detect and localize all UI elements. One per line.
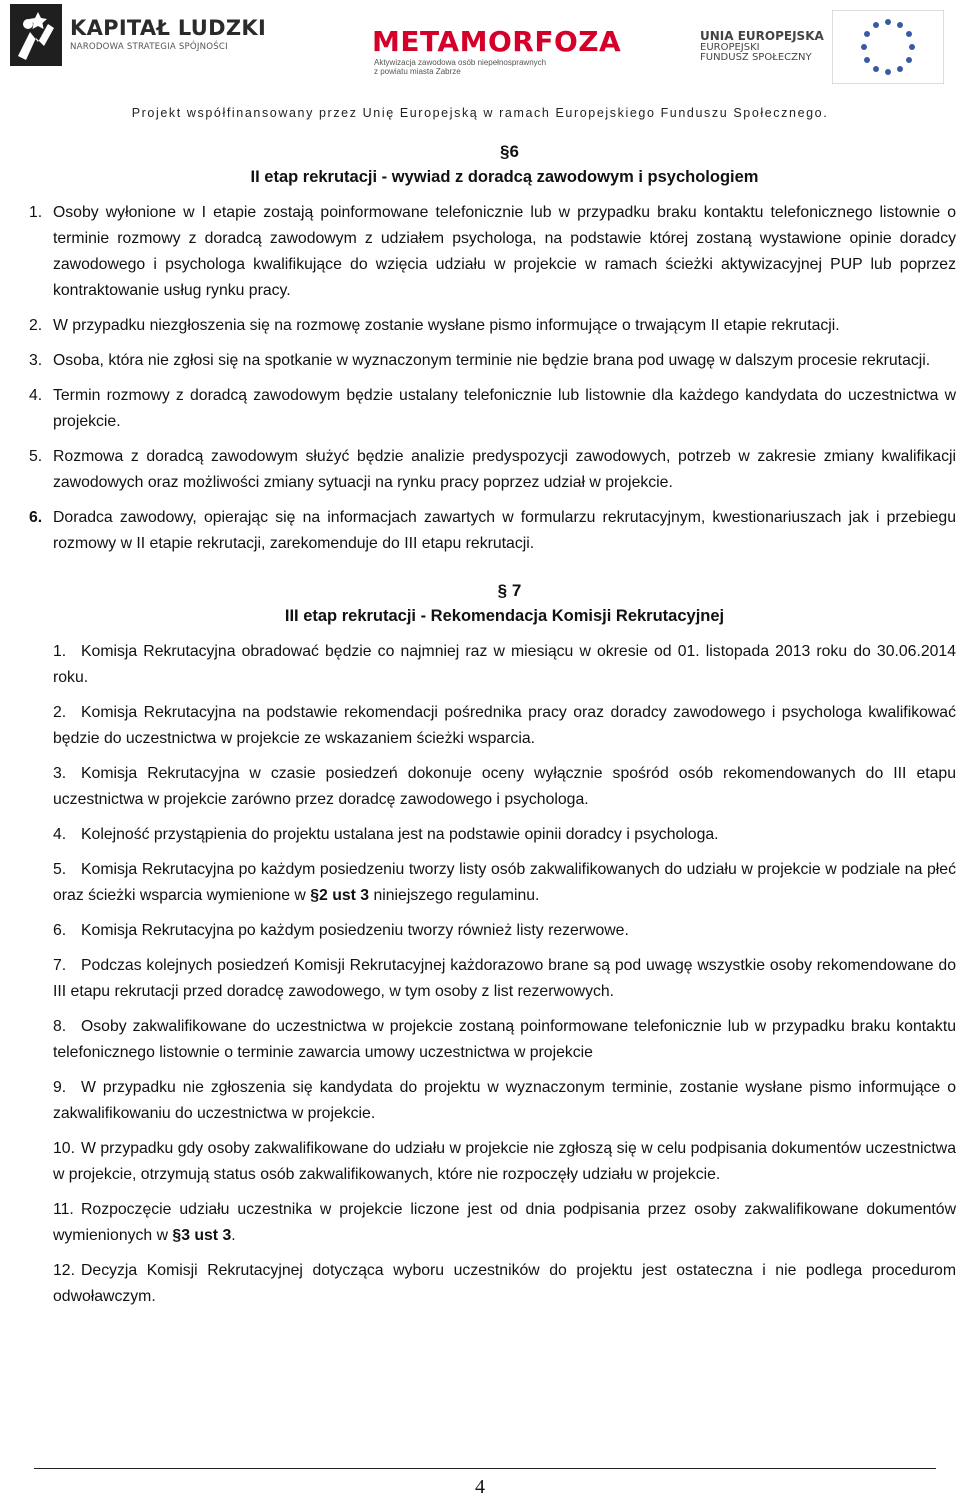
section-6-item-4 xyxy=(29,383,956,435)
item-text-part: Rozpoczęcie udziału uczestnika w projekcie liczone jest od dnia podpisania przez osoby zakwalifikowane dokumentów wymienionych w xyxy=(53,1201,956,1244)
item-text-part: . xyxy=(231,1227,236,1244)
section-7-item-10 xyxy=(53,1136,956,1188)
metamorfoza-subtitle xyxy=(374,58,546,76)
section-7-number: § 7 xyxy=(497,581,522,600)
kl-subtitle: NARODOWA STRATEGIA SPÓJNOŚCI xyxy=(70,42,228,53)
section-7-item-4 xyxy=(53,822,956,848)
section-6-title: II etap rekrutacji - wywiad z doradcą zawodowym i psychologiem xyxy=(250,168,759,186)
section-7-item-7 xyxy=(53,953,956,1005)
eu-flag-icon xyxy=(832,10,944,84)
footer-divider xyxy=(34,1468,936,1469)
section-7-item-3 xyxy=(53,761,956,813)
item-text xyxy=(53,857,956,909)
eu-logo xyxy=(700,10,944,84)
item-text: W przypadku nie zgłoszenia się kandydata do projektu w wyznaczonym terminie, zostanie wysłane pismo informujące o zakwalifikowaniu do uczestnictwa w projekcie. xyxy=(53,1079,956,1122)
kl-title: KAPITAŁ LUDZKI xyxy=(70,16,267,41)
section-7-item-6 xyxy=(53,918,956,944)
item-number: 1. xyxy=(29,204,43,221)
cofinancing-tagline: Projekt współfinansowany przez Unię Europejską w ramach Europejskiego Funduszu Społecznego. xyxy=(131,106,829,120)
section-6-item-5 xyxy=(29,444,956,496)
item-number: 9. xyxy=(53,1079,67,1096)
page-number: 4 xyxy=(475,1476,485,1498)
item-number: 10. xyxy=(53,1140,75,1157)
item-text: Komisja Rekrutacyjna w czasie posiedzeń dokonuje oceny wyłącznie spośród osób rekomendowanych do III etapu uczestnictwa w projekcie zarówno przez doradcę zawodowego i psychologa. xyxy=(53,765,956,808)
item-number: 4. xyxy=(53,826,67,843)
item-number: 3. xyxy=(29,352,43,369)
item-text: Komisja Rekrutacyjna obradować będzie co najmniej raz w miesiącu w okresie od 01. listopada 2013 roku do 30.06.2014 roku. xyxy=(53,643,956,686)
section-7-item-8 xyxy=(53,1014,956,1066)
eu-title: UNIA EUROPEJSKA xyxy=(700,29,824,44)
section-7-item-5 xyxy=(53,857,956,909)
item-text-part: Komisja Rekrutacyjna po każdym posiedzeniu tworzy listy osób zakwalifikowanych do udziału w projekcie w podziale na płeć oraz ścieżki wsparcia wymienione w xyxy=(53,861,956,904)
eu-subtitle-2: FUNDUSZ SPOŁECZNY xyxy=(700,52,812,64)
metamorfoza-subtitle-line1: Aktywizacja zawodowa osób niepełnosprawnych xyxy=(374,58,547,67)
section-6-item-6 xyxy=(29,505,956,557)
item-reference: §3 ust 3 xyxy=(172,1227,232,1244)
section-7-title: III etap rekrutacji - Rekomendacja Komisji Rekrutacyjnej xyxy=(284,607,725,625)
item-text: Podczas kolejnych posiedzeń Komisji Rekrutacyjnej każdorazowo brane są pod uwagę wszystkie osoby rekomendowane do III etapu rekrutacji przed doradcę zawodowego, w tym osoby z list rezerwowych. xyxy=(53,957,956,1000)
item-text-part: niniejszego regulaminu. xyxy=(369,887,540,904)
item-number: 5. xyxy=(53,861,67,878)
item-text: Osoby wyłonione w I etapie zostają poinformowane telefonicznie lub w przypadku braku kontaktu telefonicznego listownie o terminie rozmowy z doradcą zawodowym z udziałem psychologa, na podstawie której zostaną wystawione opinie doradcy zawodowego i psychologa kwalifikujące do wzięcia udziału w projekcie w ramach ścieżki aktywizacyjnej PUP lub poprzez kontraktowanie usług rynku pracy. xyxy=(53,204,956,299)
item-text: Termin rozmowy z doradcą zawodowym będzie ustalany telefonicznie lub listownie dla każdego kandydata do uczestnictwa w projekcie. xyxy=(53,387,956,430)
item-reference: §2 ust 3 xyxy=(310,887,370,904)
metamorfoza-subtitle-line2: z powiatu miasta Zabrze xyxy=(374,67,461,77)
metamorfoza-title: METAMORFOZA xyxy=(372,25,622,58)
kapital-ludzki-mark-icon xyxy=(8,2,64,68)
item-text: Komisja Rekrutacyjna po każdym posiedzeniu tworzy również listy rezerwowe. xyxy=(81,922,629,939)
metamorfoza-logo xyxy=(372,25,622,77)
item-number: 7. xyxy=(53,957,67,974)
item-text: Osoby zakwalifikowane do uczestnictwa w projekcie zostaną poinformowane telefonicznie lub w przypadku braku kontaktu telefonicznego listownie o terminie zawarcia umowy uczestnictwa w projekcie xyxy=(53,1018,956,1061)
section-7-item-2 xyxy=(53,700,956,752)
section-6-item-2 xyxy=(29,313,956,339)
item-text: W przypadku gdy osoby zakwalifikowane do udziału w projekcie nie zgłoszą się w celu podpisania dokumentów uczestnictwa w projekcie, otrzymują status osób zakwalifikowanych, które nie rozpoczęły udziału w projekcie. xyxy=(53,1140,956,1183)
section-7-item-11 xyxy=(53,1197,956,1249)
item-number: 3. xyxy=(53,765,67,782)
section-6-number: §6 xyxy=(500,142,519,161)
item-number: 12. xyxy=(53,1262,75,1279)
item-number: 2. xyxy=(53,704,67,721)
item-number: 6. xyxy=(29,509,43,526)
item-number: 1. xyxy=(53,643,67,660)
item-number: 2. xyxy=(29,317,43,334)
item-text: Rozmowa z doradcą zawodowym służyć będzie analizie predyspozycji zawodowych, potrzeb w zakresie zmiany kwalifikacji zawodowych oraz możliwości zmiany sytuacji na rynku pracy poprzez udział w projekcie. xyxy=(53,448,956,491)
section-7-item-9 xyxy=(53,1075,956,1127)
item-text: Decyzja Komisji Rekrutacyjnej dotycząca wyboru uczestników do projektu jest ostateczna i nie podlega procedurom odwoławczym. xyxy=(53,1262,956,1305)
item-number: 8. xyxy=(53,1018,67,1035)
kapital-ludzki-logo xyxy=(8,2,266,68)
section-6-item-1 xyxy=(29,200,956,304)
document-body xyxy=(29,140,956,1319)
page-header xyxy=(0,0,960,124)
item-text: Komisja Rekrutacyjna na podstawie rekomendacji pośrednika pracy oraz doradcy zawodowego i psychologa kwalifikować będzie do uczestnictwa w projekcie ze wskazaniem ścieżki wsparcia. xyxy=(53,704,956,747)
item-number: 4. xyxy=(29,387,43,404)
item-text: W przypadku niezgłoszenia się na rozmowę zostanie wysłane pismo informujące o trwającym II etapie rekrutacji. xyxy=(53,317,840,334)
section-6-item-3 xyxy=(29,348,956,374)
item-number: 5. xyxy=(29,448,43,465)
section-7-item-1 xyxy=(53,639,956,691)
item-text: Kolejność przystąpienia do projektu ustalana jest na podstawie opinii doradcy i psychologa. xyxy=(81,826,719,843)
item-text xyxy=(53,1197,956,1249)
item-number: 6. xyxy=(53,922,67,939)
eu-subtitle-1: EUROPEJSKI xyxy=(700,41,760,53)
item-number: 11. xyxy=(53,1201,74,1218)
item-text: Osoba, która nie zgłosi się na spotkanie w wyznaczonym terminie nie będzie brana pod uwagę w dalszym procesie rekrutacji. xyxy=(53,352,931,369)
section-7-item-12 xyxy=(53,1258,956,1310)
item-text: Doradca zawodowy, opierając się na informacjach zawartych w formularzu rekrutacyjnym, kwestionariuszach jak i przebiegu rozmowy w II etapie rekrutacji, zarekomenduje do III etapu rekrutacji. xyxy=(53,509,956,552)
